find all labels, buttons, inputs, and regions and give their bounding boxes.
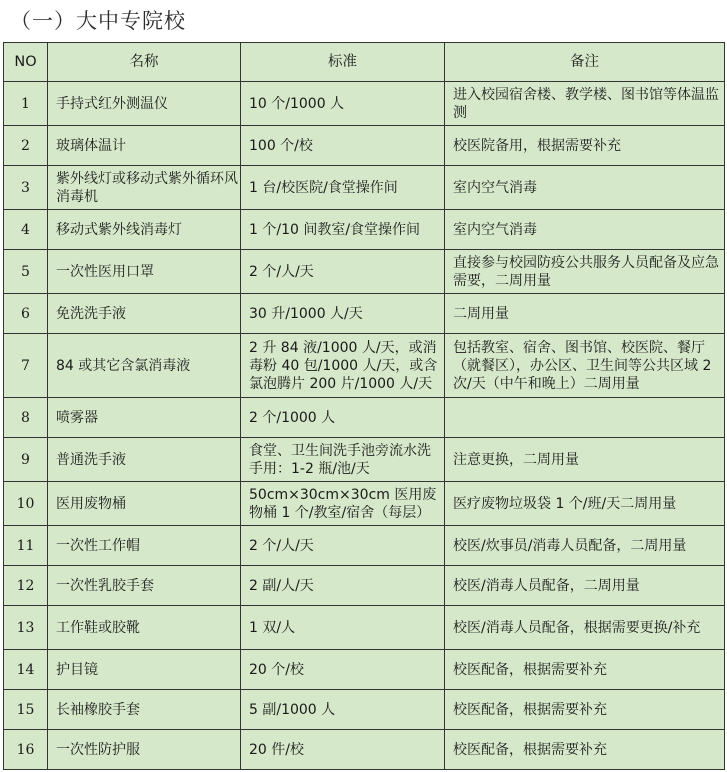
row-standard: 食堂、卫生间洗手池旁流水洗手用：1-2 瓶/池/天 [241,438,445,482]
row-standard: 2 个/1000 人 [241,398,445,438]
row-standard: 2 副/人/天 [241,566,445,606]
row-name: 喷雾器 [48,398,241,438]
row-no: 7 [4,334,48,398]
row-note: 注意更换，二周用量 [445,438,725,482]
row-name: 紫外线灯或移动式紫外循环风消毒机 [48,166,241,210]
row-name: 免洗洗手液 [48,294,241,334]
row-standard: 1 个/10 间教室/食堂操作间 [241,210,445,250]
row-no: 1 [4,82,48,126]
row-name: 一次性防护服 [48,730,241,770]
header-standard: 标准 [241,43,445,82]
row-standard: 30 升/1000 人/天 [241,294,445,334]
row-note: 校医配备，根据需要补充 [445,730,725,770]
row-no: 11 [4,526,48,566]
row-name: 长袖橡胶手套 [48,690,241,730]
section-heading: （一）大中专院校 [10,9,186,33]
row-note: 校医院备用，根据需要补充 [445,126,725,166]
row-standard: 2 升 84 液/1000 人/天，或消毒粉 40 包/1000 人/天，或含氯泡腾片 200 片/1000 人/天 [241,334,445,398]
row-no: 13 [4,606,48,650]
row-note: 直接参与校园防疫公共服务人员配备及应急需要，二周用量 [445,250,725,294]
row-no: 8 [4,398,48,438]
row-note: 校医/消毒人员配备，根据需要更换/补充 [445,606,725,650]
table-row [4,166,725,210]
table-header-row [4,43,725,82]
row-standard: 50cm×30cm×30cm 医用废物桶 1 个/教室/宿舍（每层） [241,482,445,526]
row-note: 校医/炊事员/消毒人员配备，二周用量 [445,526,725,566]
row-note: 二周用量 [445,294,725,334]
row-name: 一次性工作帽 [48,526,241,566]
row-no: 14 [4,650,48,690]
row-name: 医用废物桶 [48,482,241,526]
row-note: 医疗废物垃圾袋 1 个/班/天二周用量 [445,482,725,526]
row-note: 室内空气消毒 [445,166,725,210]
table-row [4,398,725,438]
row-no: 3 [4,166,48,210]
table-row [4,526,725,566]
row-standard: 100 个/校 [241,126,445,166]
table-row [4,438,725,482]
row-standard: 20 个/校 [241,650,445,690]
row-no: 15 [4,690,48,730]
table-row [4,606,725,650]
row-standard: 5 副/1000 人 [241,690,445,730]
header-no: NO [4,43,48,82]
table-row [4,82,725,126]
row-name: 护目镜 [48,650,241,690]
row-no: 9 [4,438,48,482]
row-no: 16 [4,730,48,770]
row-standard: 2 个/人/天 [241,250,445,294]
table-row [4,482,725,526]
table-row [4,250,725,294]
row-name: 一次性医用口罩 [48,250,241,294]
row-no: 5 [4,250,48,294]
row-standard: 10 个/1000 人 [241,82,445,126]
table-row [4,650,725,690]
row-no: 10 [4,482,48,526]
row-note: 校医配备，根据需要补充 [445,690,725,730]
row-standard: 1 双/人 [241,606,445,650]
table-row [4,126,725,166]
row-name: 玻璃体温计 [48,126,241,166]
row-no: 2 [4,126,48,166]
row-note: 进入校园宿舍楼、教学楼、图书馆等体温监测 [445,82,725,126]
row-note: 室内空气消毒 [445,210,725,250]
row-note: 校医/消毒人员配备，二周用量 [445,566,725,606]
row-name: 移动式紫外线消毒灯 [48,210,241,250]
row-no: 6 [4,294,48,334]
row-name: 普通洗手液 [48,438,241,482]
row-name: 手持式红外测温仪 [48,82,241,126]
header-name: 名称 [48,43,241,82]
supply-standard-table [3,42,725,770]
row-standard: 1 台/校医院/食堂操作间 [241,166,445,210]
table-row [4,334,725,398]
row-name: 工作鞋或胶靴 [48,606,241,650]
table-row [4,566,725,606]
table-row [4,690,725,730]
header-note: 备注 [445,43,725,82]
row-no: 12 [4,566,48,606]
row-name: 一次性乳胶手套 [48,566,241,606]
table-row [4,294,725,334]
row-note [445,398,725,438]
row-standard: 2 个/人/天 [241,526,445,566]
row-standard: 20 件/校 [241,730,445,770]
row-name: 84 或其它含氯消毒液 [48,334,241,398]
row-no: 4 [4,210,48,250]
table-row [4,210,725,250]
row-note: 包括教室、宿舍、图书馆、校医院、餐厅（就餐区），办公区、卫生间等公共区域 2 次/天（中午和晚上）二周用量 [445,334,725,398]
row-note: 校医配备，根据需要补充 [445,650,725,690]
table-row [4,730,725,770]
